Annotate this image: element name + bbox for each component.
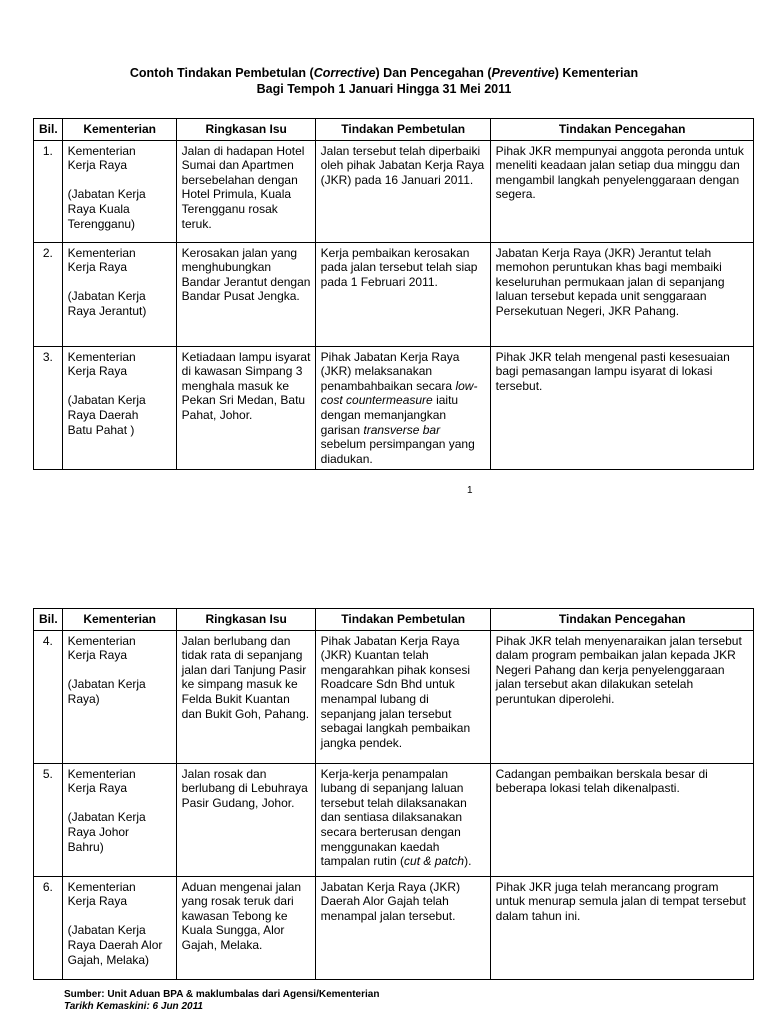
kementerian-line: (Jabatan Kerja <box>67 289 146 304</box>
tindakan-pembetulan-cell <box>315 346 490 470</box>
tindakan-pencegahan-cell: Pihak JKR telah menyenaraikan jalan tersebut dalam program pembaikan jalan kepada JKR Negeri Pahang dan kerja penyelenggaraan jalan tersebut akan dilakukan setelah peruntukan diperolehi. <box>490 630 753 763</box>
kementerian-line: (Jabatan Kerja <box>67 810 146 825</box>
kementerian-line: (Jabatan Kerja <box>67 393 146 408</box>
ringkasan-isu-cell: Aduan mengenai jalan yang rosak teruk dari kawasan Tebong ke Kuala Sungga, Alor Gajah, Melaka. <box>176 876 315 979</box>
tindakan-pembetulan-cell: Pihak Jabatan Kerja Raya (JKR) Kuantan telah mengarahkan pihak konsesi Roadcare Sdn Bhd untuk menampal lubang di sepanjang jalan tersebut sebagai langkah pembaikan jangka pendek. <box>315 630 490 763</box>
kementerian-line: Raya Daerah <box>67 407 139 422</box>
pembetulan-text-italic: transverse bar <box>363 422 441 437</box>
row-number: 2. <box>34 242 63 346</box>
document-title-line-1 <box>0 65 768 81</box>
footer-updated-text: Tarikh Kemaskini: 6 Jun 2011 <box>64 1001 203 1012</box>
table-row <box>34 763 754 876</box>
header-bil: Bil. <box>34 119 63 141</box>
row-number: 5. <box>34 763 63 876</box>
table-row <box>34 630 754 763</box>
table-row <box>34 140 754 242</box>
table-row <box>34 876 754 979</box>
tindakan-pembetulan-cell: Kerja pembaikan kerosakan pada jalan tersebut telah siap pada 1 Februari 2011. <box>315 242 490 346</box>
tindakan-pencegahan-cell: Pihak JKR telah mengenal pasti kesesuaian bagi pemasangan lampu isyarat di lokasi tersebut. <box>490 346 753 470</box>
kementerian-cell <box>62 346 176 470</box>
ringkasan-isu-cell: Jalan berlubang dan tidak rata di sepanjang jalan dari Tanjung Pasir ke simpang masuk ke Felda Bukit Kuantan dan Bukit Goh, Pahang. <box>176 630 315 763</box>
kementerian-line: Kementerian <box>67 633 136 648</box>
kementerian-cell <box>62 876 176 979</box>
header-tindakan-pembetulan: Tindakan Pembetulan <box>315 119 490 141</box>
header-kementerian: Kementerian <box>62 609 176 631</box>
kementerian-line: Kerja Raya <box>67 894 128 909</box>
row-number: 3. <box>34 346 63 470</box>
table-row <box>34 242 754 346</box>
kementerian-line: Kementerian <box>67 879 136 894</box>
header-bil: Bil. <box>34 609 63 631</box>
kementerian-line: Kerja Raya <box>67 260 128 275</box>
footer-source: Sumber: Unit Aduan BPA & maklumbalas dari Agensi/Kementerian <box>64 989 380 1000</box>
title-text-corrective: Corrective <box>313 66 376 80</box>
kementerian-line: Kementerian <box>67 349 136 364</box>
kementerian-line: Raya) <box>67 691 100 706</box>
tindakan-pembetulan-cell: Jabatan Kerja Raya (JKR) Daerah Alor Gajah telah menampal jalan tersebut. <box>315 876 490 979</box>
kementerian-cell <box>62 242 176 346</box>
tindakan-pencegahan-cell: Jabatan Kerja Raya (JKR) Jerantut telah memohon peruntukan khas bagi membaiki keseluruhan permukaan jalan di sepanjang laluan tersebut kepada unit senggaraan Persekutuan Negeri, JKR Pahang. <box>490 242 753 346</box>
kementerian-line: Raya Jerantut) <box>67 303 147 318</box>
header-tindakan-pencegahan: Tindakan Pencegahan <box>490 119 753 141</box>
tindakan-pencegahan-cell: Pihak JKR juga telah merancang program untuk menurap semula jalan di tempat tersebut dalam tahun ini. <box>490 876 753 979</box>
document-title-line-2: Bagi Tempoh 1 Januari Hingga 31 Mei 2011 <box>256 82 512 96</box>
kementerian-line: Kerja Raya <box>67 364 128 379</box>
ringkasan-isu-cell: Jalan di hadapan Hotel Sumai dan Apartmen bersebelahan dengan Hotel Primula, Kuala Terengganu rosak teruk. <box>176 140 315 242</box>
header-ringkasan-isu: Ringkasan Isu <box>176 119 315 141</box>
pembetulan-text-italic: cut & patch <box>404 854 465 869</box>
kementerian-line: Kerja Raya <box>67 781 128 796</box>
row-number: 6. <box>34 876 63 979</box>
row-number: 1. <box>34 140 63 242</box>
kementerian-line: Bahru) <box>67 839 104 854</box>
kementerian-line: Raya Kuala <box>67 201 130 216</box>
kementerian-line: Raya Johor <box>67 824 130 839</box>
kementerian-line: (Jabatan Kerja <box>67 187 146 202</box>
kementerian-line: Kementerian <box>67 143 136 158</box>
table-header-row <box>34 119 754 141</box>
kementerian-line: Raya Daerah Alor <box>67 937 163 952</box>
header-kementerian: Kementerian <box>62 119 176 141</box>
tindakan-pencegahan-cell: Pihak JKR mempunyai anggota peronda untuk meneliti keadaan jalan setiap dua minggu dan mengambil langkah penyelenggaraan dengan segera. <box>490 140 753 242</box>
table-row <box>34 346 754 470</box>
kementerian-line: Gajah, Melaka) <box>67 952 150 967</box>
title-text-e: ) Kementerian <box>554 66 639 80</box>
ringkasan-isu-cell: Kerosakan jalan yang menghubungkan Bandar Jerantut dengan Bandar Pusat Jengka. <box>176 242 315 346</box>
title-text-a: Contoh Tindakan Pembetulan ( <box>129 66 314 80</box>
header-tindakan-pencegahan: Tindakan Pencegahan <box>490 609 753 631</box>
kementerian-line: Terengganu) <box>67 216 136 231</box>
pembetulan-text: ). <box>464 854 472 869</box>
kementerian-line: Kerja Raya <box>67 158 128 173</box>
kementerian-line: Kementerian <box>67 766 136 781</box>
ringkasan-isu-cell: Ketiadaan lampu isyarat di kawasan Simpang 3 menghala masuk ke Pekan Sri Medan, Batu Pahat, Johor. <box>176 346 315 470</box>
pembetulan-text-italic: low-cost countermeasure <box>320 378 478 408</box>
kementerian-line: Kerja Raya <box>67 648 128 663</box>
kementerian-line: (Jabatan Kerja <box>67 677 146 692</box>
page-number: 1 <box>467 485 473 496</box>
header-tindakan-pembetulan: Tindakan Pembetulan <box>315 609 490 631</box>
title-text-c: ) Dan Pencegahan ( <box>375 66 492 80</box>
kementerian-cell <box>62 630 176 763</box>
tindakan-pencegahan-cell: Cadangan pembaikan berskala besar di beberapa lokasi telah dikenalpasti. <box>490 763 753 876</box>
table-header-row <box>34 609 754 631</box>
row-number: 4. <box>34 630 63 763</box>
table-page-2 <box>33 608 754 980</box>
header-ringkasan-isu: Ringkasan Isu <box>176 609 315 631</box>
title-text-preventive: Preventive <box>491 66 555 80</box>
tindakan-pembetulan-cell: Jalan tersebut telah diperbaiki oleh pihak Jabatan Kerja Raya (JKR) pada 16 Januari 2011. <box>315 140 490 242</box>
kementerian-line: (Jabatan Kerja <box>67 923 146 938</box>
pembetulan-text: iaitu dengan memanjangkan garisan <box>320 393 459 437</box>
kementerian-line: Kementerian <box>67 245 136 260</box>
table-page-1 <box>33 118 754 470</box>
tindakan-pembetulan-cell <box>315 763 490 876</box>
pembetulan-text: sebelum persimpangan yang diadukan. <box>320 437 475 466</box>
kementerian-cell <box>62 140 176 242</box>
kementerian-line: Batu Pahat ) <box>67 422 135 437</box>
ringkasan-isu-cell: Jalan rosak dan berlubang di Lebuhraya Pasir Gudang, Johor. <box>176 763 315 876</box>
pembetulan-text: Kerja-kerja penampalan lubang di sepanjang laluan tersebut telah dilaksanakan dan sentiasa dilaksanakan secara berterusan dengan menggunakan kaedah tampalan rutin ( <box>320 766 467 869</box>
pembetulan-text: Pihak Jabatan Kerja Raya (JKR) melaksanakan penambahbaikan secara <box>320 349 460 393</box>
kementerian-cell <box>62 763 176 876</box>
footer-updated <box>64 1001 203 1013</box>
